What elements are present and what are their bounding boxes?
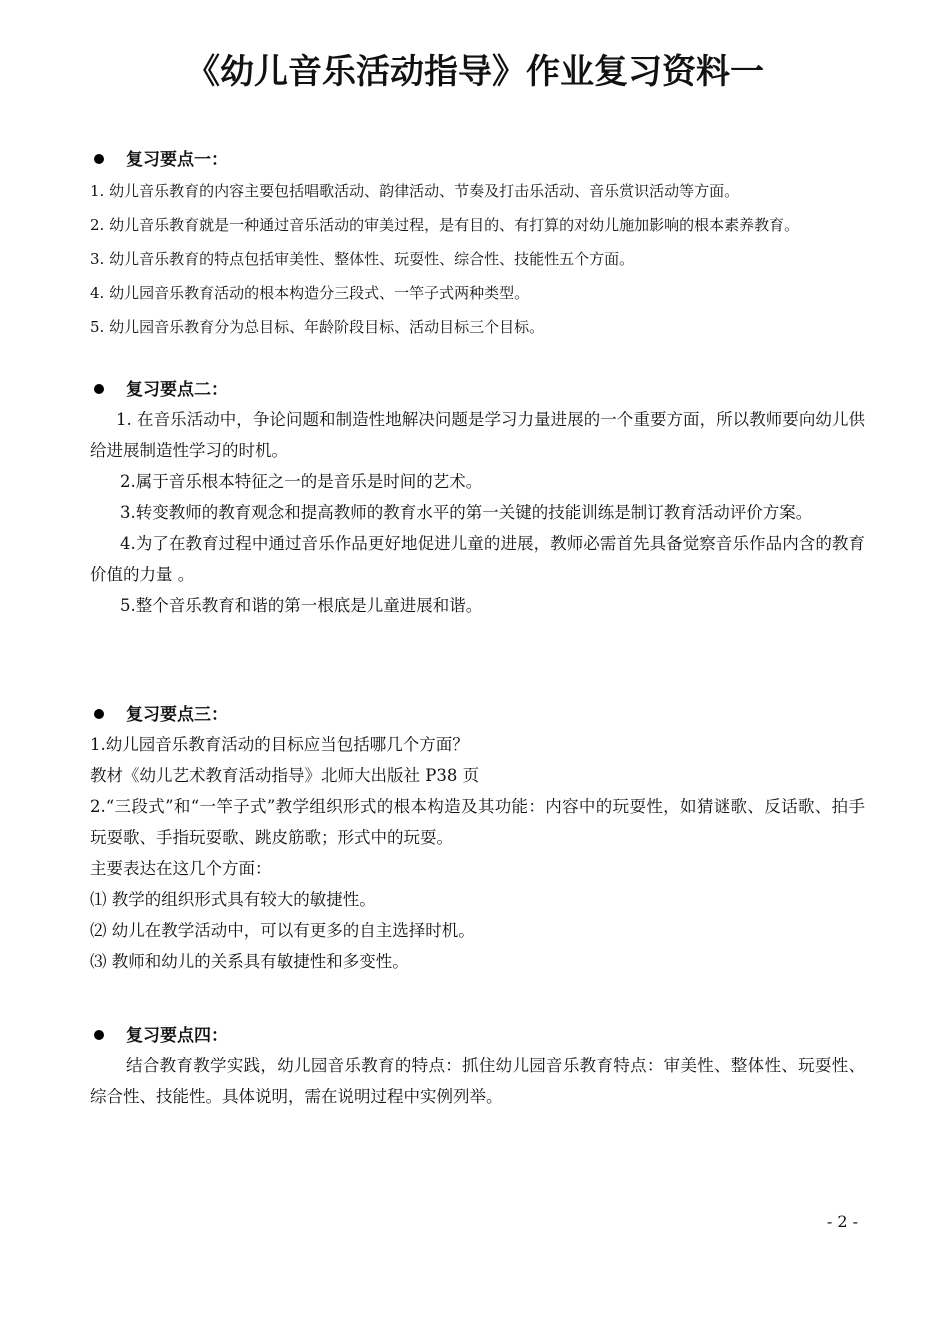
bullet-icon xyxy=(94,709,104,719)
section-heading: 复习要点四： xyxy=(90,1022,865,1050)
page-number: - 2 - xyxy=(826,1212,858,1231)
list-item: 2.“三段式”和“一竿子式”教学组织形式的根本构造及其功能：内容中的玩耍性，如猜谜歌、反话歌、拍手玩耍歌、手指玩耍歌、跳皮筋歌；形式中的玩耍。 xyxy=(90,797,865,847)
list-item: ⑴ 教学的组织形式具有较大的敏捷性。 xyxy=(90,890,376,909)
page-title: 《幼儿音乐活动指导》作业复习资料一 xyxy=(186,52,764,92)
section-review-point-3 xyxy=(90,701,865,977)
list-item: 1.幼儿园音乐教育活动的目标应当包括哪几个方面？ xyxy=(90,735,469,754)
list-item: 4.为了在教育过程中通过音乐作品更好地促进儿童的进展，教师必需首先具备觉察音乐作品内含的教育价值的力量 。 xyxy=(90,534,865,584)
list-item: 主要表达在这几个方面： xyxy=(90,859,272,878)
bullet-icon xyxy=(94,154,104,164)
list-item: 5.整个音乐教育和谐的第一根底是儿童进展和谐。 xyxy=(120,596,483,615)
list-item: 3.转变教师的教育观念和提高教师的教育水平的第一关键的技能训练是制订教育活动评价方案。 xyxy=(120,503,813,522)
list-item: 结合教育教学实践，幼儿园音乐教育的特点：抓住幼儿园音乐教育特点：审美性、整体性、玩耍性、综合性、技能性。具体说明，需在说明过程中实例列举。 xyxy=(90,1056,865,1106)
list-item: 教材《幼儿艺术教育活动指导》北师大出版社 P38 页 xyxy=(90,766,480,785)
list-item: 1. 在音乐活动中，争论问题和制造性地解决问题是学习力量进展的一个重要方面，所以教师要向幼儿供给进展制造性学习的时机。 xyxy=(90,410,865,460)
list-item: 3. 幼儿音乐教育的特点包括审美性、整体性、玩耍性、综合性、技能性五个方面。 xyxy=(90,250,635,268)
section-review-point-4 xyxy=(90,1022,865,1112)
list-item: 1. 幼儿音乐教育的内容主要包括唱歌活动、韵律活动、节奏及打击乐活动、音乐赏识活动等方面。 xyxy=(90,182,740,200)
list-item: 4. 幼儿园音乐教育活动的根本构造分三段式、一竿子式两种类型。 xyxy=(90,284,530,302)
section-review-point-2 xyxy=(90,376,865,621)
list-item: 2.属于音乐根本特征之一的是音乐是时间的艺术。 xyxy=(120,472,483,491)
section-review-point-1 xyxy=(90,146,865,344)
section-heading: 复习要点三： xyxy=(90,701,865,729)
list-item: 2. 幼儿音乐教育就是一种通过音乐活动的审美过程，是有目的、有打算的对幼儿施加影响的根本素养教育。 xyxy=(90,216,800,234)
list-item: 5. 幼儿园音乐教育分为总目标、年龄阶段目标、活动目标三个目标。 xyxy=(90,318,545,336)
bullet-icon xyxy=(94,1030,104,1040)
section-heading: 复习要点二： xyxy=(90,376,865,404)
section-heading: 复习要点一： xyxy=(90,146,865,174)
bullet-icon xyxy=(94,384,104,394)
list-item: ⑵ 幼儿在教学活动中，可以有更多的自主选择时机。 xyxy=(90,921,475,940)
list-item: ⑶ 教师和幼儿的关系具有敏捷性和多变性。 xyxy=(90,952,409,971)
